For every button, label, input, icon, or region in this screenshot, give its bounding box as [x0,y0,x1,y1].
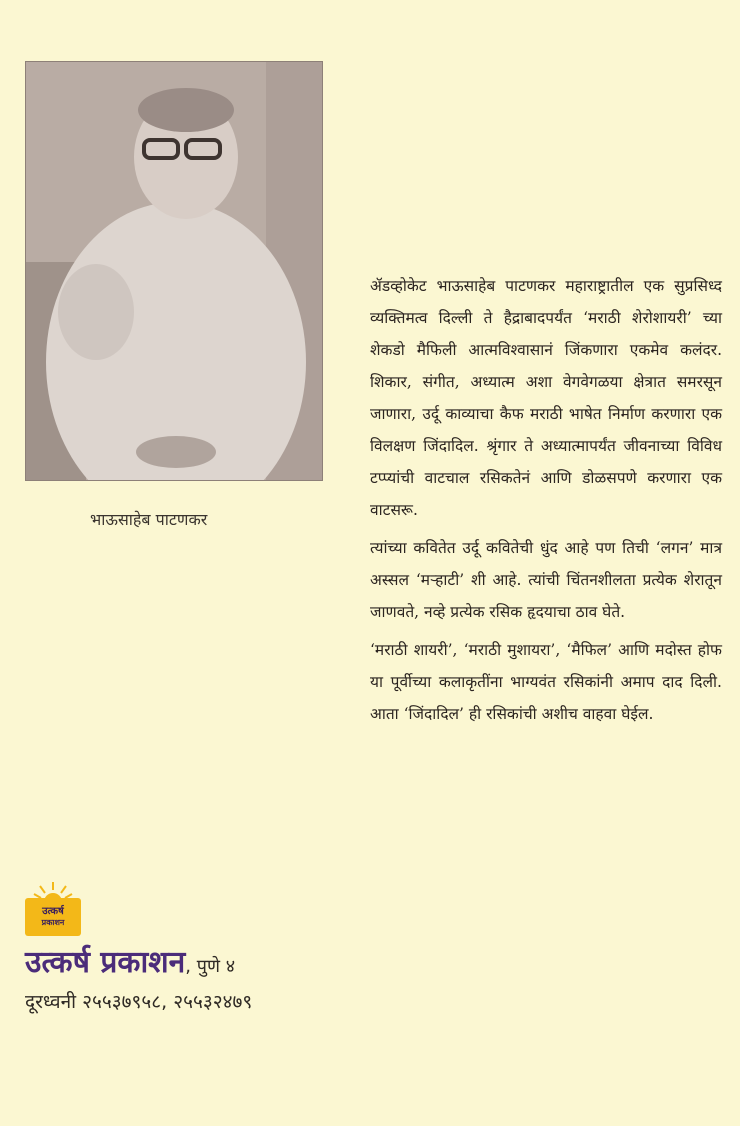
bio-paragraph: त्यांच्या कवितेत उर्दू कवितेची धुंद आहे पण तिची ‘लगन’ मात्र अस्सल ‘मऱ्हाटी’ शी आहे. त्यांची चिंतनशीलता प्रत्येक शेरातून जाणवते, नव्हे प्रत्येक रसिक हृदयाचा ठाव घेते. [370,539,722,621]
publisher-logo [25,880,81,936]
author-bio [370,270,722,736]
author-portrait-image [26,62,322,480]
publisher-phone: दूरध्वनी २५५३७९५८, २५५३२४७९ [25,991,253,1013]
logo-text: उत्कर्ष [42,906,64,917]
publisher-name [25,940,235,981]
publisher-city: , पुणे ४ [185,956,236,977]
bio-paragraph: ॲडव्होकेट भाऊसाहेब पाटणकर महाराष्ट्रातील एक सुप्रसिध्द व्यक्तिमत्व दिल्ली ते हैद्राबादपर्यंत ‘मराठी शेरोशायरी’ च्या शेकडो मैफिली आत्मविश्वासानं जिंकणारा एकमेव कलंदर. शिकार, संगीत, अध्यात्म अशा वेगवेगळया क्षेत्रात समरसून जाणारा, उर्दू काव्याचा कैफ मराठी भाषेत निर्माण करणारा एक विलक्षण जिंदादिल. श्रृंगार ते अध्यात्मापर्यंत जीवनाच्या विविध टप्प्यांची वाटचाल रसिकतेनं आणि डोळसपणे करणारा एक वाटसरू. [370,277,722,519]
author-photo [25,61,323,481]
logo-text: प्रकाशन [41,918,65,927]
photo-caption: भाऊसाहेब पाटणकर [90,510,208,529]
bio-paragraph: ‘मराठी शायरी’, ‘मराठी मुशायरा’, ‘मैफिल’ आणि मदोस्त होफ या पूर्वीच्या कलाकृतींना भाग्यवंत रसिकांनी अमाप दाद दिली. आता ‘जिंदादिल’ ही रसिकांची अशीच वाहवा घेईल. [370,641,722,723]
publisher-title: उत्कर्ष प्रकाशन [25,945,186,980]
